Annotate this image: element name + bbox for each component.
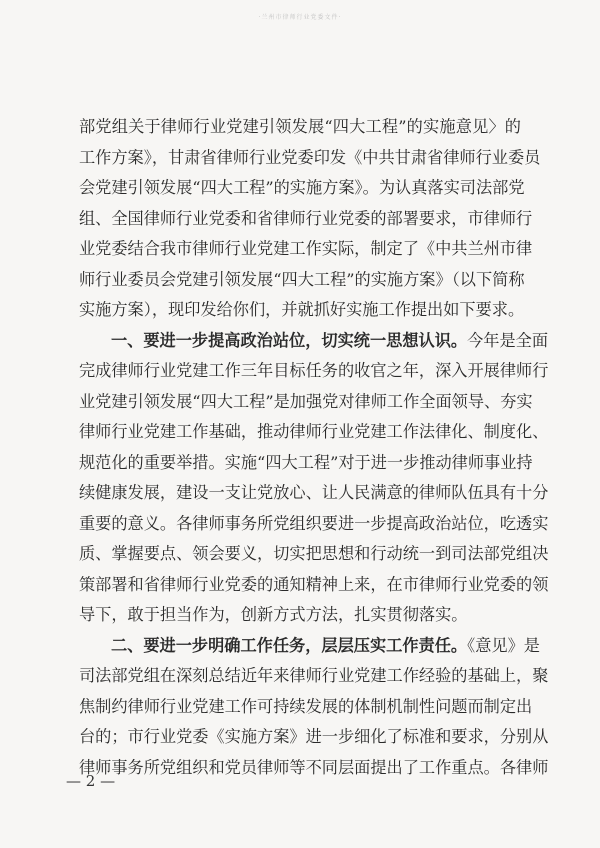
line-text: 律师事务所党组织和党员律师等不同层面提出了工作重点。各律师 [79,757,549,777]
line-text: 司法部党组在深刻总结近年来律师行业党建工作经验的基础上，聚 [79,666,549,685]
text-line [0,509,600,540]
text-line [0,234,600,265]
text-line [0,204,600,235]
line-text: 今年是全面 [467,330,549,350]
text-line [0,661,600,692]
line-text: 实施方案），现印发给你们，并就抓好实施工作提出如下要求。 [79,300,525,319]
line-text: 台的；市行业党委《实施方案》进一步细化了标准和要求，分别从 [79,727,549,746]
text-line [0,478,600,509]
line-text: 《意见》是 [467,635,540,655]
line-text: 会党建引领发展“四大工程”的实施方案》。为认真落实司法部党 [79,178,525,197]
text-line [0,295,600,326]
text-line [0,265,600,296]
text-line [0,356,600,387]
text-line [0,417,600,448]
text-line [0,722,600,753]
line-text: 重要的意义。各律师事务所党组织要进一步提高政治站位，吃透实 [79,513,549,533]
text-line [0,173,600,204]
text-line [0,692,600,723]
text-line [0,143,600,174]
line-text: 律师行业党建工作基础，推动律师行业党建工作法律化、制度化、 [79,422,549,441]
line-text: 部党组关于律师行业党建引领发展“四大工程”的实施意见〉的 [79,117,521,136]
text-line [0,448,600,479]
header-mark: ·兰州市律师行业党委文件· [258,14,342,21]
line-text: 师行业委员会党建引领发展“四大工程”的实施方案》（以下简称 [79,269,525,289]
text-line [0,326,600,357]
text-line [0,631,600,662]
line-text: 焦制约律师行业党建工作可持续发展的体制机制性问题而制定出 [79,696,533,716]
text-line [0,600,600,631]
line-text: 业党委结合我市律师行业党建工作实际，制定了《中共兰州市律 [79,239,533,258]
line-text: 组、全国律师行业党委和省律师行业党委的部署要求，市律师行 [79,208,533,228]
line-text: 工作方案》，甘肃省律师行业党委印发《中共甘肃省律师行业委员 [79,147,541,167]
line-text: 策部署和省律师行业党委的通知精神上来，在市律师行业党委的领 [79,574,549,594]
line-text: 导下，敢于担当作为，创新方式方法，扎实贯彻落实。 [79,605,468,624]
line-text: 业党建引领发展“四大工程”是加强党对律师工作全面领导、夯实 [79,391,533,411]
line-text: 续健康发展，建设一支让党放心、让人民满意的律师队伍具有十分 [79,483,549,502]
text-line [0,570,600,601]
line-text: 完成律师行业党建工作三年目标任务的收官之年，深入开展律师行 [79,361,549,380]
section-heading: 二、要进一步明确工作任务，层层压实工作责任。 [111,635,468,655]
section-heading: 一、要进一步提高政治站位，切实统一思想认识。 [111,330,468,350]
document-body [0,112,600,783]
line-text: 质、掌握要点、领会要义，切实把思想和行动统一到司法部党组决 [79,544,549,563]
text-line [0,539,600,570]
text-line [0,387,600,418]
line-text: 规范化的重要举措。实施“四大工程”对于进一步推动律师事业持 [79,452,533,472]
page-number: — 2 — [66,772,116,790]
text-line [0,112,600,143]
